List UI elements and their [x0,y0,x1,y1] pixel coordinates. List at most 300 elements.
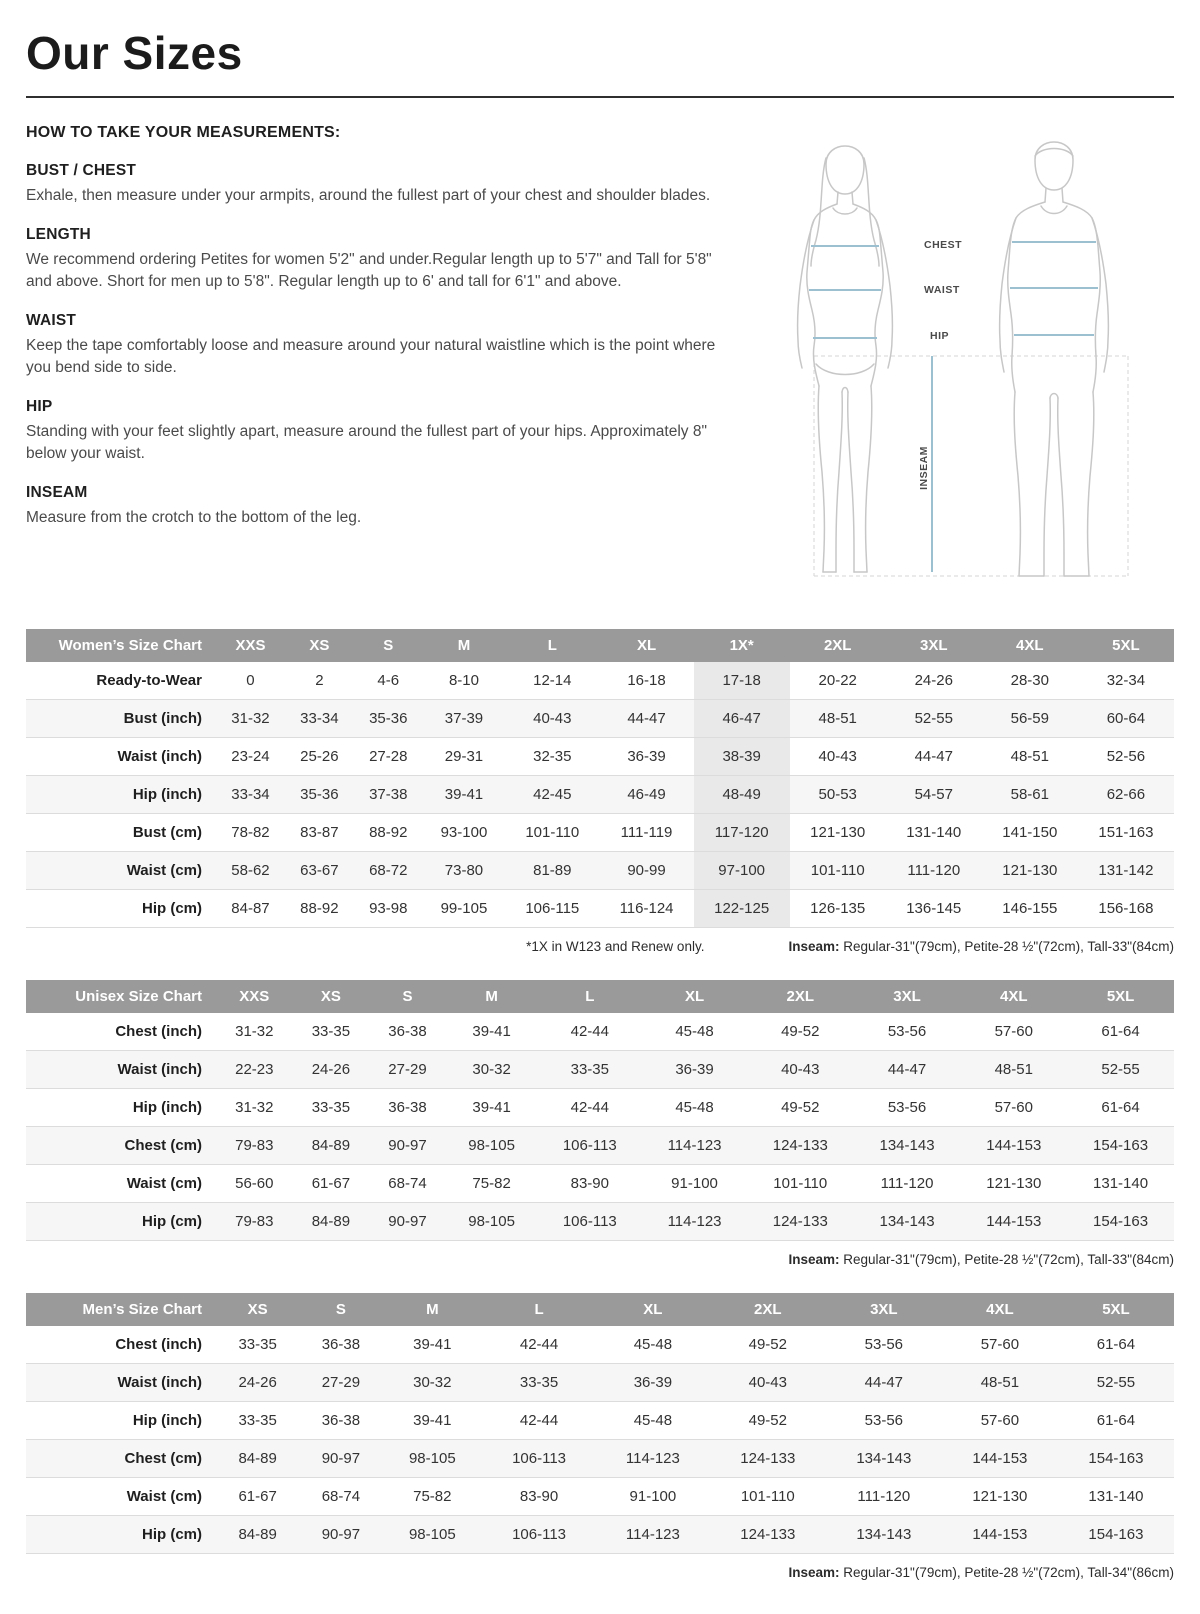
instruction-waist [26,312,740,379]
size-cell: 68-74 [321,1488,361,1505]
size-cell: 81-89 [533,862,572,879]
size-column-header: 1X* [694,629,790,662]
size-cell: 151-163 [1098,824,1154,841]
size-cell: 33-35 [311,1023,351,1040]
size-cell: 78-82 [231,824,270,841]
size-cell: 24-26 [311,1061,351,1078]
size-cell: 61-67 [238,1488,277,1505]
size-cell: 116-124 [619,900,674,917]
size-cell: 31-32 [235,1099,274,1116]
size-cell: 16-18 [627,672,666,689]
size-cell: 131-142 [1098,862,1154,879]
size-cell: 23-24 [231,748,270,765]
size-cell: 39-41 [413,1336,452,1353]
size-cell: 90-97 [321,1526,361,1543]
section-body: Measure from the crotch to the bottom of the leg. [26,509,362,526]
size-cell: 36-39 [675,1061,714,1078]
size-cell: 57-60 [980,1336,1020,1353]
size-cell: 46-49 [627,786,666,803]
size-cell: 61-67 [311,1175,351,1192]
size-cell: 84-89 [238,1526,277,1543]
inseam-note-label: Inseam: [788,939,840,954]
size-cell: 124-133 [740,1450,796,1467]
inseam-label: INSEAM [918,446,930,490]
size-cell: 39-41 [444,786,484,803]
size-column-header: L [537,980,642,1013]
size-cell: 58-62 [231,862,270,879]
size-row [26,1402,1174,1440]
size-cell: 0 [246,672,255,689]
footnote-inseam [788,1252,1174,1267]
section-title: BUST / CHEST [26,162,137,179]
size-cell: 124-133 [772,1213,828,1230]
size-cell: 121-130 [810,824,866,841]
size-cell: 49-52 [748,1336,787,1353]
diagram-labels [918,239,962,490]
row-label: Waist (inch) [117,1374,202,1391]
size-cell: 36-38 [321,1412,361,1429]
size-cell: 45-48 [633,1412,673,1429]
table-title: Women’s Size Chart [26,629,216,662]
size-cell: 45-48 [633,1336,673,1353]
inseam-note-text: Regular-31"(79cm), Petite-28 ½"(72cm), Tall-33"(84cm) [843,1252,1174,1267]
row-label: Ready-to-Wear [96,672,202,689]
measurement-diagram [766,122,1158,603]
size-cell: 35-36 [369,710,408,727]
size-row [26,1127,1174,1165]
size-column-header: XS [216,1293,299,1326]
size-cell: 44-47 [627,710,666,727]
size-cell: 98-105 [408,1526,456,1543]
page-title: Our Sizes [26,27,243,79]
size-cell: 98-105 [468,1137,515,1154]
size-cell: 79-83 [235,1137,274,1154]
size-cell: 52-56 [1106,748,1146,765]
size-cell: 53-56 [887,1099,927,1116]
size-cell: 52-55 [914,710,953,727]
size-cell: 48-49 [694,776,790,814]
size-cell: 27-28 [369,748,408,765]
size-cell: 63-67 [300,862,339,879]
size-cell: 8-10 [448,672,479,689]
size-cell: 134-143 [879,1137,935,1154]
size-cell: 111-120 [907,862,961,879]
size-cell: 56-60 [235,1175,274,1192]
size-column-header: 2XL [747,980,854,1013]
size-cell: 93-98 [369,900,408,917]
size-column-header: XXS [216,980,293,1013]
size-cell: 33-35 [238,1336,277,1353]
size-cell: 68-74 [388,1175,427,1192]
size-cell: 131-140 [906,824,962,841]
size-cell: 99-105 [440,900,488,917]
row-label: Bust (cm) [132,824,202,841]
size-cell: 29-31 [444,748,484,765]
size-cell: 42-44 [519,1412,559,1429]
section-title: HIP [26,398,53,415]
women-table-notes [26,939,1174,954]
size-column-header: M [383,1293,483,1326]
size-cell: 31-32 [231,710,270,727]
unisex-table-notes [26,1252,1174,1267]
size-cell: 62-66 [1106,786,1146,803]
size-cell: 40-43 [818,748,857,765]
section-body: Standing with your feet slightly apart, measure around the fullest part of your hips. Approximately 8" below your waist. [26,423,707,462]
size-cell: 68-72 [369,862,408,879]
size-cell: 2 [315,672,324,689]
size-row [26,1478,1174,1516]
men-size-table [26,1293,1174,1554]
section-body: Keep the tape comfortably loose and measure around your natural waistline which is the point where you bend side to side. [26,337,716,376]
size-cell: 131-140 [1093,1175,1149,1192]
size-cell: 52-55 [1096,1374,1136,1391]
size-cell: 42-44 [519,1336,559,1353]
section-title: INSEAM [26,484,88,501]
size-cell: 57-60 [980,1412,1020,1429]
row-label: Waist (cm) [126,1175,202,1192]
inseam-note-text: Regular-31"(79cm), Petite-28 ½"(72cm), Tall-33"(84cm) [843,939,1174,954]
row-label: Hip (inch) [132,1099,202,1116]
size-cell: 61-64 [1096,1412,1136,1429]
size-column-header: S [299,1293,382,1326]
footnote-inseam [788,1565,1174,1580]
size-cell: 154-163 [1088,1526,1144,1543]
size-cell: 33-35 [570,1061,609,1078]
size-cell: 136-145 [906,900,962,917]
size-cell: 33-35 [519,1374,559,1391]
instruction-length [26,226,740,293]
size-cell: 48-51 [994,1061,1033,1078]
size-cell: 42-44 [570,1099,609,1116]
size-cell: 61-64 [1096,1336,1136,1353]
size-column-header: 3XL [854,980,961,1013]
row-label: Waist (inch) [117,748,202,765]
size-cell: 39-41 [472,1023,511,1040]
size-cell: 79-83 [235,1213,274,1230]
size-cell: 101-110 [773,1175,828,1192]
size-cell: 106-113 [562,1213,617,1230]
size-cell: 156-168 [1098,900,1154,917]
size-cell: 101-110 [525,824,580,841]
size-cell: 48-51 [980,1374,1020,1391]
table-title: Unisex Size Chart [26,980,216,1013]
size-cell: 33-35 [238,1412,277,1429]
size-cell: 49-52 [781,1099,820,1116]
footnote-1x: *1X in W123 and Renew only. [526,939,705,954]
inseam-note-text: Regular-31"(79cm), Petite-28 ½"(72cm), Tall-34"(86cm) [843,1565,1174,1580]
size-column-header: XS [293,980,370,1013]
title-divider [26,96,1174,98]
size-cell: 54-57 [914,786,953,803]
size-cell: 24-26 [238,1374,277,1391]
size-column-header: XL [596,1293,710,1326]
size-cell: 122-125 [694,890,790,928]
size-cell: 37-39 [444,710,484,727]
size-row [26,1089,1174,1127]
size-column-header: 2XL [790,629,886,662]
size-cell: 38-39 [694,738,790,776]
size-cell: 35-36 [300,786,339,803]
size-cell: 37-38 [369,786,408,803]
size-cell: 84-89 [311,1213,351,1230]
size-cell: 106-113 [512,1450,567,1467]
size-cell: 58-61 [1010,786,1049,803]
size-cell: 20-22 [818,672,857,689]
size-cell: 44-47 [864,1374,904,1391]
size-cell: 124-133 [740,1526,796,1543]
waist-label: WAIST [924,284,960,296]
men-size-chart-section [26,1293,1174,1580]
size-cell: 33-34 [231,786,270,803]
size-cell: 91-100 [671,1175,718,1192]
size-cell: 32-35 [533,748,572,765]
size-cell: 88-92 [369,824,408,841]
size-cell: 57-60 [994,1099,1033,1116]
size-cell: 114-123 [667,1213,722,1230]
measurement-guide [26,122,1174,603]
size-cell: 131-140 [1088,1488,1144,1505]
size-cell: 144-153 [972,1526,1028,1543]
size-cell: 49-52 [748,1412,787,1429]
row-label: Waist (cm) [126,862,202,879]
size-cell: 106-113 [562,1137,617,1154]
women-size-chart-section [26,629,1174,954]
size-column-header: M [446,980,538,1013]
footnote-inseam [788,939,1174,954]
size-column-header: S [354,629,423,662]
unisex-size-table [26,980,1174,1241]
size-row [26,1440,1174,1478]
man-figure [1000,142,1109,576]
size-column-header: M [423,629,505,662]
size-cell: 111-120 [857,1488,911,1505]
size-cell: 75-82 [472,1175,511,1192]
size-cell: 50-53 [818,786,857,803]
size-cell: 36-39 [627,748,666,765]
size-cell: 134-143 [856,1450,912,1467]
size-cell: 141-150 [1002,824,1058,841]
chest-label: CHEST [924,239,963,251]
row-label: Hip (inch) [132,786,202,803]
instruction-bust-chest [26,162,740,207]
size-cell: 57-60 [994,1023,1033,1040]
body-measurement-illustration [766,128,1158,598]
size-cell: 117-120 [694,814,790,852]
size-column-header: S [369,980,446,1013]
size-cell: 40-43 [748,1374,787,1391]
size-cell: 31-32 [235,1023,274,1040]
size-column-header: 4XL [942,1293,1058,1326]
size-cell: 84-89 [238,1450,277,1467]
row-label: Hip (inch) [132,1412,202,1429]
size-row [26,1165,1174,1203]
size-cell: 53-56 [864,1336,904,1353]
size-cell: 39-41 [413,1412,452,1429]
size-cell: 42-44 [570,1023,609,1040]
size-cell: 84-87 [231,900,270,917]
size-cell: 36-38 [388,1099,427,1116]
size-row [26,1516,1174,1554]
size-cell: 39-41 [472,1099,511,1116]
size-row [26,1013,1174,1051]
size-cell: 32-34 [1106,672,1146,689]
woman-figure [798,146,893,572]
size-cell: 146-155 [1002,900,1058,917]
size-cell: 49-52 [781,1023,820,1040]
row-label: Chest (cm) [124,1137,202,1154]
size-cell: 48-51 [1010,748,1049,765]
inseam-guide-lines [814,356,1128,576]
size-cell: 121-130 [972,1488,1028,1505]
size-cell: 126-135 [810,900,866,917]
size-cell: 33-34 [300,710,339,727]
size-cell: 44-47 [914,748,953,765]
size-cell: 36-39 [633,1374,673,1391]
size-cell: 48-51 [818,710,857,727]
instruction-hip [26,398,740,465]
instructions-column [26,122,766,548]
size-column-header: XL [599,629,693,662]
size-cell: 114-123 [625,1526,680,1543]
size-cell: 45-48 [675,1023,714,1040]
inseam-note-label: Inseam: [788,1252,840,1267]
size-cell: 84-89 [311,1137,351,1154]
size-cell: 90-97 [388,1137,427,1154]
size-cell: 22-23 [235,1061,274,1078]
size-column-header: 5XL [1067,980,1174,1013]
size-column-header: 4XL [960,980,1067,1013]
size-cell: 44-47 [887,1061,927,1078]
size-cell: 40-43 [781,1061,820,1078]
women-size-table [26,629,1174,928]
size-cell: 90-97 [388,1213,427,1230]
size-cell: 93-100 [440,824,488,841]
size-cell: 12-14 [533,672,572,689]
size-row [26,1326,1174,1364]
size-cell: 101-110 [740,1488,795,1505]
row-label: Chest (inch) [115,1023,202,1040]
size-row [26,662,1174,700]
size-row [26,700,1174,738]
size-row [26,738,1174,776]
size-cell: 144-153 [986,1213,1042,1230]
size-column-header: 4XL [982,629,1078,662]
size-cell: 42-45 [533,786,572,803]
row-label: Chest (inch) [115,1336,202,1353]
row-label: Bust (inch) [123,710,202,727]
hip-label: HIP [930,330,950,342]
size-row [26,852,1174,890]
size-cell: 111-120 [880,1175,934,1192]
size-column-header: L [505,629,599,662]
size-cell: 53-56 [864,1412,904,1429]
size-cell: 144-153 [986,1137,1042,1154]
size-row [26,890,1174,928]
size-cell: 36-38 [388,1023,427,1040]
size-cell: 101-110 [810,862,865,879]
size-cell: 52-55 [1101,1061,1140,1078]
size-cell: 98-105 [468,1213,515,1230]
size-cell: 114-123 [625,1450,680,1467]
size-cell: 91-100 [629,1488,677,1505]
size-cell: 45-48 [675,1099,714,1116]
size-cell: 114-123 [667,1137,722,1154]
size-cell: 75-82 [413,1488,452,1505]
size-cell: 154-163 [1088,1450,1144,1467]
size-cell: 134-143 [879,1213,935,1230]
inseam-note-label: Inseam: [788,1565,840,1580]
section-title: LENGTH [26,226,91,243]
size-cell: 144-153 [972,1450,1028,1467]
section-body: We recommend ordering Petites for women 5'2" and under.Regular length up to 5'7" and Tall for 5'8" and above. Short for men up to 5'8". Regular length up to 6' and tall for 6'1" and above. [26,251,712,290]
size-column-header: 5XL [1058,1293,1174,1326]
size-column-header: XS [285,629,354,662]
size-cell: 134-143 [856,1526,912,1543]
size-cell: 154-163 [1093,1213,1149,1230]
size-column-header: L [482,1293,596,1326]
section-body: Exhale, then measure under your armpits, around the fullest part of your chest and shoulder blades. [26,187,711,204]
size-row [26,1364,1174,1402]
row-label: Chest (cm) [124,1450,202,1467]
size-column-header: 5XL [1078,629,1174,662]
size-column-header: XXS [216,629,285,662]
size-cell: 4-6 [377,672,400,689]
size-cell: 106-115 [525,900,580,917]
size-row [26,776,1174,814]
size-column-header: 3XL [886,629,982,662]
men-table-notes [26,1565,1174,1580]
size-cell: 17-18 [694,662,790,700]
size-cell: 83-87 [300,824,339,841]
size-cell: 27-29 [388,1061,427,1078]
row-label: Hip (cm) [142,900,202,917]
size-row [26,1203,1174,1241]
instruction-inseam [26,484,740,529]
size-cell: 56-59 [1010,710,1049,727]
row-label: Hip (cm) [142,1213,202,1230]
size-cell: 30-32 [472,1061,511,1078]
size-cell: 33-35 [311,1099,351,1116]
size-cell: 88-92 [300,900,339,917]
size-cell: 90-99 [627,862,666,879]
size-cell: 25-26 [300,748,339,765]
size-cell: 60-64 [1106,710,1146,727]
row-label: Waist (cm) [126,1488,202,1505]
size-cell: 83-90 [570,1175,609,1192]
size-cell: 97-100 [694,852,790,890]
size-cell: 98-105 [408,1450,456,1467]
size-cell: 28-30 [1010,672,1049,689]
size-cell: 106-113 [512,1526,567,1543]
size-cell: 27-29 [321,1374,361,1391]
size-cell: 111-119 [620,824,673,841]
size-cell: 90-97 [321,1450,361,1467]
size-row [26,1051,1174,1089]
size-cell: 124-133 [772,1137,828,1154]
size-cell: 73-80 [444,862,484,879]
size-cell: 121-130 [986,1175,1042,1192]
size-cell: 121-130 [1002,862,1058,879]
size-cell: 83-90 [519,1488,559,1505]
section-title: WAIST [26,312,77,329]
table-title: Men’s Size Chart [26,1293,216,1326]
size-cell: 46-47 [694,700,790,738]
unisex-size-chart-section [26,980,1174,1267]
size-row [26,814,1174,852]
size-cell: 36-38 [321,1336,361,1353]
size-cell: 154-163 [1093,1137,1149,1154]
size-column-header: 3XL [826,1293,942,1326]
